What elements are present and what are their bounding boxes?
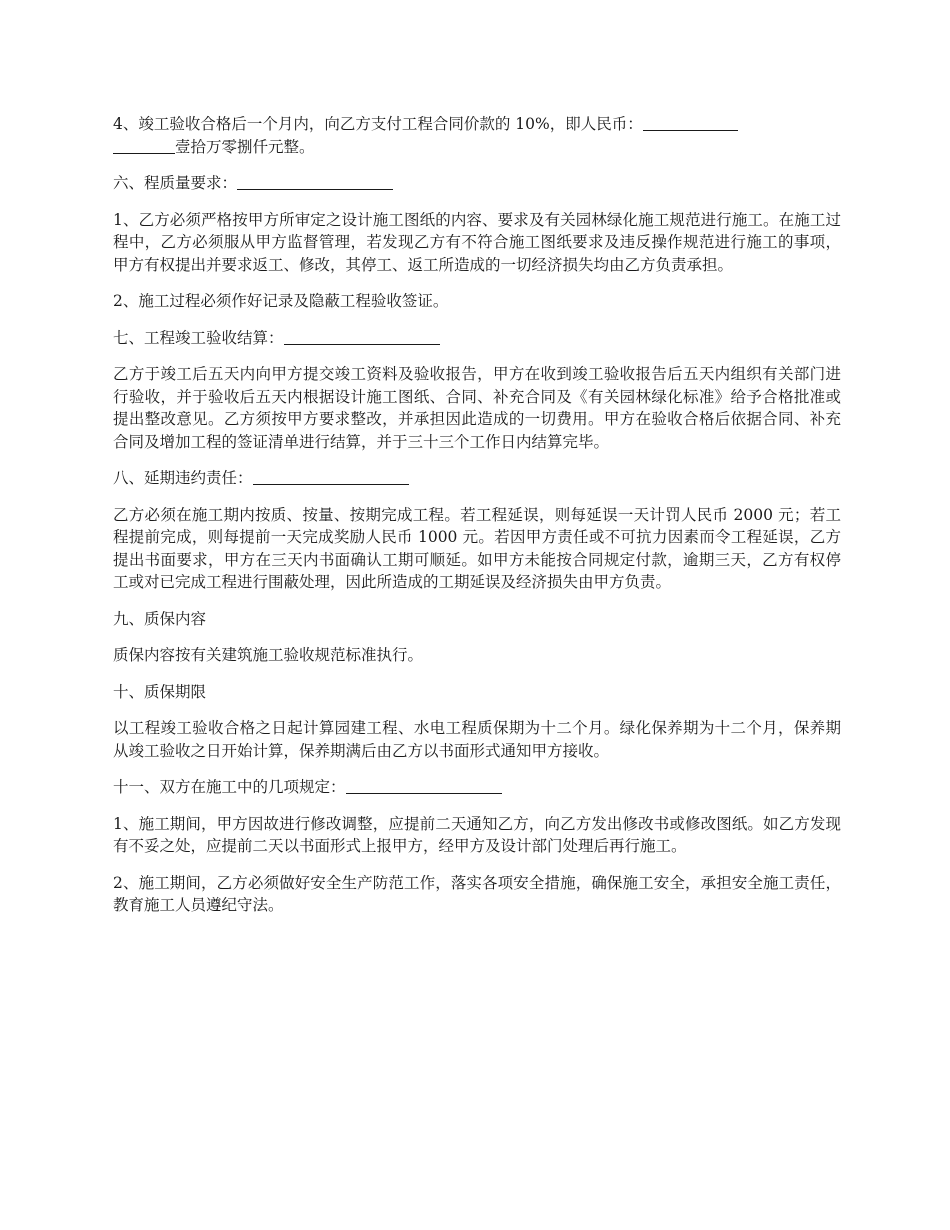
section-heading-warranty-content: 九、质保内容 [113,609,207,628]
section-heading-warranty-period: 十、质保期限 [113,682,207,701]
paragraph-regulation-1: 1、施工期间，甲方因故进行修改调整，应提前二天通知乙方，向乙方发出修改书或修改图纸。如乙方发现有不妥之处，应提前二天以书面形式上报甲方，经甲方及设计部门处理后再行施工。 [113,814,841,855]
heading-blank-line [284,328,440,345]
heading-blank-line [237,173,393,190]
paragraph-warranty-period: 以工程竣工验收合格之日起计算园建工程、水电工程质保期为十二个月。绿化保养期为十二个月，保养期从竣工验收之日开始计算，保养期满后由乙方以书面形式通知甲方接收。 [113,719,841,760]
paragraph-acceptance: 乙方于竣工后五天内向甲方提交竣工资料及验收报告，甲方在收到竣工验收报告后五天内组织有关部门进行验收，并于验收后五天内根据设计施工图纸、合同、补充合同及《有关园林绿化标准》给予合格批准或提出整改意见。乙方须按甲方要求整改，并承担因此造成的一切费用。甲方在验收合格后依据合同、补充合同及增加工程的签证清单进行结算，并于三十三个工作日内结算完毕。 [113,365,841,451]
heading-blank-line [346,777,502,794]
amount-blank-line-continued [113,137,175,154]
heading-blank-line [253,468,409,485]
section-heading-quality: 六、程质量要求： [113,172,841,195]
payment-clause-text: 4、竣工验收合格后一个月内，向乙方支付工程合同价款的 10%，即人民币： [113,115,643,133]
paragraph-quality-2: 2、施工过程必须作好记录及隐蔽工程验收签证。 [113,292,449,310]
paragraph-payment-clause [113,113,841,158]
paragraph-warranty-content: 质保内容按有关建筑施工验收规范标准执行。 [113,646,424,664]
document-page [113,113,841,931]
section-heading-acceptance: 七、工程竣工验收结算： [113,327,841,350]
paragraph-regulation-2: 2、施工期间，乙方必须做好安全生产防范工作，落实各项安全措施，确保施工安全，承担安全施工责任，教育施工人员遵纪守法。 [113,873,841,914]
section-heading-delay: 八、延期违约责任： [113,467,841,490]
paragraph-quality-1: 1、乙方必须严格按甲方所审定之设计施工图纸的内容、要求及有关园林绿化施工规范进行施工。在施工过程中，乙方必须服从甲方监督管理，若发现乙方有不符合施工图纸要求及违反操作规范进行施工的事项，甲方有权提出并要求返工、修改，其停工、返工所造成的一切经济损失均由乙方负责承担。 [113,210,841,274]
amount-blank-line [643,114,738,131]
payment-amount-text: 壹拾万零捌仟元整。 [175,137,315,156]
section-heading-regulations: 十一、双方在施工中的几项规定： [113,776,841,799]
paragraph-delay: 乙方必须在施工期内按质、按量、按期完成工程。若工程延误，则每延误一天计罚人民币 2000 元；若工程提前完成，则每提前一天完成奖励人民币 1000 元。若因甲方责任或不可抗力因素而令工程延误，乙方提出书面要求，甲方在三天内书面确认工期可顺延。如甲方未能按合同规定付款，逾期三天，乙方有权停工或对已完成工程进行围蔽处理，因此所造成的工期延误及经济损失由甲方负责。 [113,505,841,591]
